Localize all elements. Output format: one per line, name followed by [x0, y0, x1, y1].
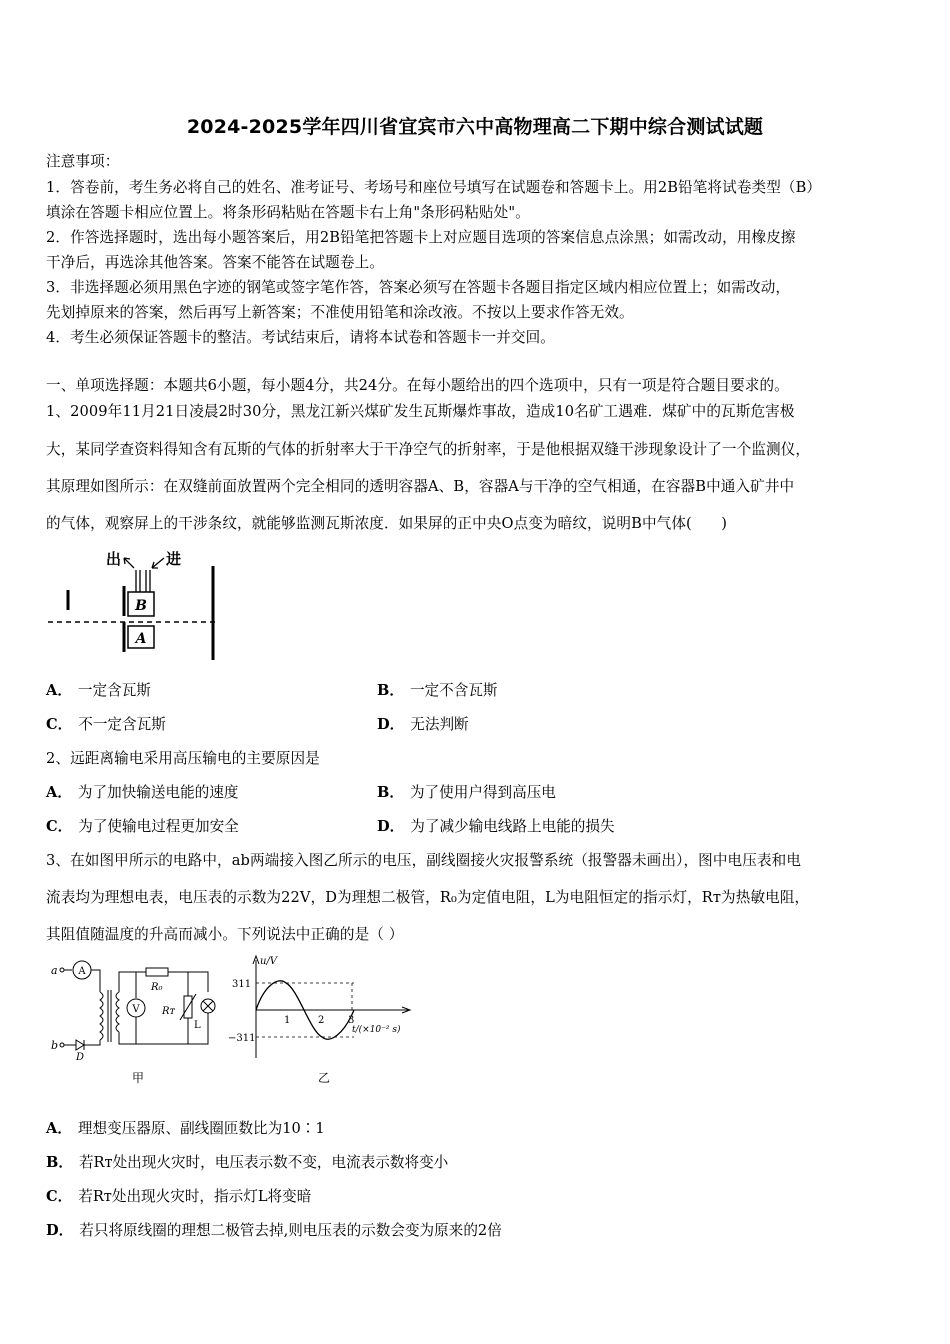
notice-line-5: 3．非选择题必须用黑色字迹的钢笔或签字笔作答，答案必须写在答题卡各题目指定区域内相应位置上；如需改动， [46, 279, 791, 296]
q1-arrow-out [124, 558, 134, 568]
q2-stem: 2、远距离输电采用高压输电的主要原因是 [46, 750, 320, 767]
q1-option-a[interactable] [46, 681, 151, 701]
q3-option-a-text: 理想变压器原、副线圈匝数比为10∶1 [77, 1120, 325, 1137]
q2-option-c-key: C． [46, 818, 73, 835]
q3-secondary-coil [116, 992, 119, 1032]
q3-option-c[interactable] [46, 1187, 311, 1207]
q3-rt-label: Rᴛ [162, 1006, 176, 1017]
q1-option-d-text: 无法判断 [410, 716, 469, 733]
q3-option-a-key: A． [46, 1120, 72, 1137]
q3-option-d[interactable] [46, 1221, 502, 1241]
q3-voltmeter-label: V [132, 1004, 140, 1015]
section-heading: 一、单项选择题：本题共6小题，每小题4分，共24分。在每小题给出的四个选项中，只有一项是符合题目要求的。 [46, 377, 789, 394]
q3-option-a[interactable] [46, 1119, 325, 1139]
q1-option-b-key: B． [377, 682, 404, 699]
q3-graph-xtick-1: 1 [284, 1015, 291, 1026]
q3-option-d-text: 若只将原线圈的理想二极管去掉,则电压表的示数会变为原来的2倍 [79, 1222, 502, 1239]
q1-label-in: 进 [166, 550, 182, 568]
notice-line-3: 2．作答选择题时，选出每小题答案后，用2B铅笔把答题卡上对应题目选项的答案信息点涂黑；如需改动，用橡皮擦 [46, 229, 796, 246]
q3-r0-label: R₀ [151, 982, 163, 993]
q3-option-b-text: 若Rᴛ处出现火灾时，电压表示数不变，电流表示数将变小 [78, 1154, 449, 1171]
q3-terminal-b: b [51, 1039, 59, 1052]
q1-option-c[interactable] [46, 715, 166, 735]
q3-terminal-a: a [51, 964, 58, 977]
q1-option-c-key: C． [46, 716, 73, 733]
q3-graph-ybottom: −311 [228, 1033, 256, 1044]
q1-option-b[interactable] [377, 681, 498, 701]
q1-option-d[interactable] [377, 715, 469, 735]
notice-line-2: 填涂在答题卡相应位置上。将条形码粘贴在答题卡右上角"条形码粘贴处"。 [46, 204, 530, 221]
q1-option-c-text: 不一定含瓦斯 [78, 716, 166, 733]
notice-heading: 注意事项： [46, 153, 120, 170]
q3-lamp-label: L [194, 1020, 201, 1031]
q1-stem-line-1: 1、2009年11月21日凌晨2时30分，黑龙江新兴煤矿发生瓦斯爆炸事故，造成10名矿工遇难．煤矿中的瓦斯危害极 [46, 403, 795, 420]
q3-circuit-figure [48, 958, 228, 1088]
notice-line-7: 4．考生必须保证答题卡的整洁。考试结束后，请将本试卷和答题卡一并交回。 [46, 329, 555, 346]
q3-primary-coil [100, 992, 103, 1040]
page-title: 2024-2025学年四川省宜宾市六中高物理高二下期中综合测试试题 [186, 116, 764, 138]
q3-option-b[interactable] [46, 1153, 448, 1173]
q1-label-b: B [135, 598, 147, 614]
q3-graph-ytop: 311 [232, 979, 252, 990]
q1-option-a-key: A． [46, 682, 72, 699]
q2-option-a[interactable] [46, 783, 238, 803]
q2-option-b-key: B． [377, 784, 404, 801]
q3-option-b-key: B． [46, 1154, 73, 1171]
q2-option-a-text: 为了加快输送电能的速度 [77, 784, 239, 801]
q2-option-d-key: D． [377, 818, 405, 835]
q2-option-d-text: 为了减少输电线路上电能的损失 [410, 818, 615, 835]
q2-option-b[interactable] [377, 783, 556, 803]
q2-option-b-text: 为了使用户得到高压电 [409, 784, 556, 801]
q1-option-d-key: D． [377, 716, 405, 733]
q3-caption-yi: 乙 [318, 1071, 331, 1085]
q3-option-c-key: C． [46, 1188, 73, 1205]
q3-graph-xlabel: t/(×10⁻² s) [352, 1025, 401, 1035]
q3-graph-ylabel: u/V [260, 956, 278, 967]
q3-graph-xtick-2: 2 [318, 1015, 325, 1026]
q2-option-c-text: 为了使输电过程更加安全 [78, 818, 239, 835]
q3-caption-jia: 甲 [132, 1071, 145, 1085]
q2-option-a-key: A． [46, 784, 72, 801]
q2-option-c[interactable] [46, 817, 239, 837]
q3-stem-line-1: 3、在如图甲所示的电路中，ab两端接入图乙所示的电压，副线圈接火灾报警系统（报警器未画出），图中电压表和电 [46, 852, 802, 869]
q1-stem-line-3: 其原理如图所示：在双缝前面放置两个完全相同的透明容器A、B，容器A与干净的空气相通，在容器B中通入矿井中 [46, 478, 795, 495]
q3-stem-line-3: 其阻值随温度的升高而减小。下列说法中正确的是（ ） [46, 926, 404, 943]
q3-stem-line-2: 流表均为理想电表，电压表的示数为22V，D为理想二极管，R₀为定值电阻，L为电阻恒定的指示灯，Rᴛ为热敏电阻， [46, 889, 810, 906]
q3-diode-label: D [76, 1052, 85, 1063]
q1-label-out: 出 [106, 550, 122, 568]
q1-option-a-text: 一定含瓦斯 [77, 682, 151, 699]
q1-figure [44, 546, 224, 664]
q3-option-c-text: 若Rᴛ处出现火灾时，指示灯L将变暗 [78, 1188, 312, 1205]
q3-ammeter-label: A [78, 966, 86, 977]
q3-resistor-r0 [146, 968, 168, 976]
notice-line-6: 先划掉原来的答案，然后再写上新答案；不准使用铅笔和涂改液。不按以上要求作答无效。 [46, 304, 634, 321]
q1-stem-line-2: 大，某同学查资料得知含有瓦斯的气体的折射率大于干净空气的折射率，于是他根据双缝干涉现象设计了一个监测仪， [46, 441, 811, 458]
notice-line-4: 干净后，再选涂其他答案。答案不能答在试题卷上。 [46, 254, 384, 271]
q1-label-a: A [135, 631, 147, 647]
q3-graph-xtick-3: 3 [348, 1015, 355, 1026]
q1-option-b-text: 一定不含瓦斯 [409, 682, 498, 699]
notice-line-1: 1．答卷前，考生务必将自己的姓名、准考证号、考场号和座位号填写在试题卷和答题卡上。用2B铅笔将试卷类型（B） [46, 179, 822, 196]
q3-diode [76, 1040, 84, 1050]
q3-voltage-graph [226, 950, 422, 1088]
q3-option-d-key: D． [46, 1222, 74, 1239]
q2-option-d[interactable] [377, 817, 615, 837]
q1-stem-line-4: 的气体，观察屏上的干涉条纹，就能够监测瓦斯浓度．如果屏的正中央O点变为暗纹，说明B中气体( ) [46, 515, 728, 532]
